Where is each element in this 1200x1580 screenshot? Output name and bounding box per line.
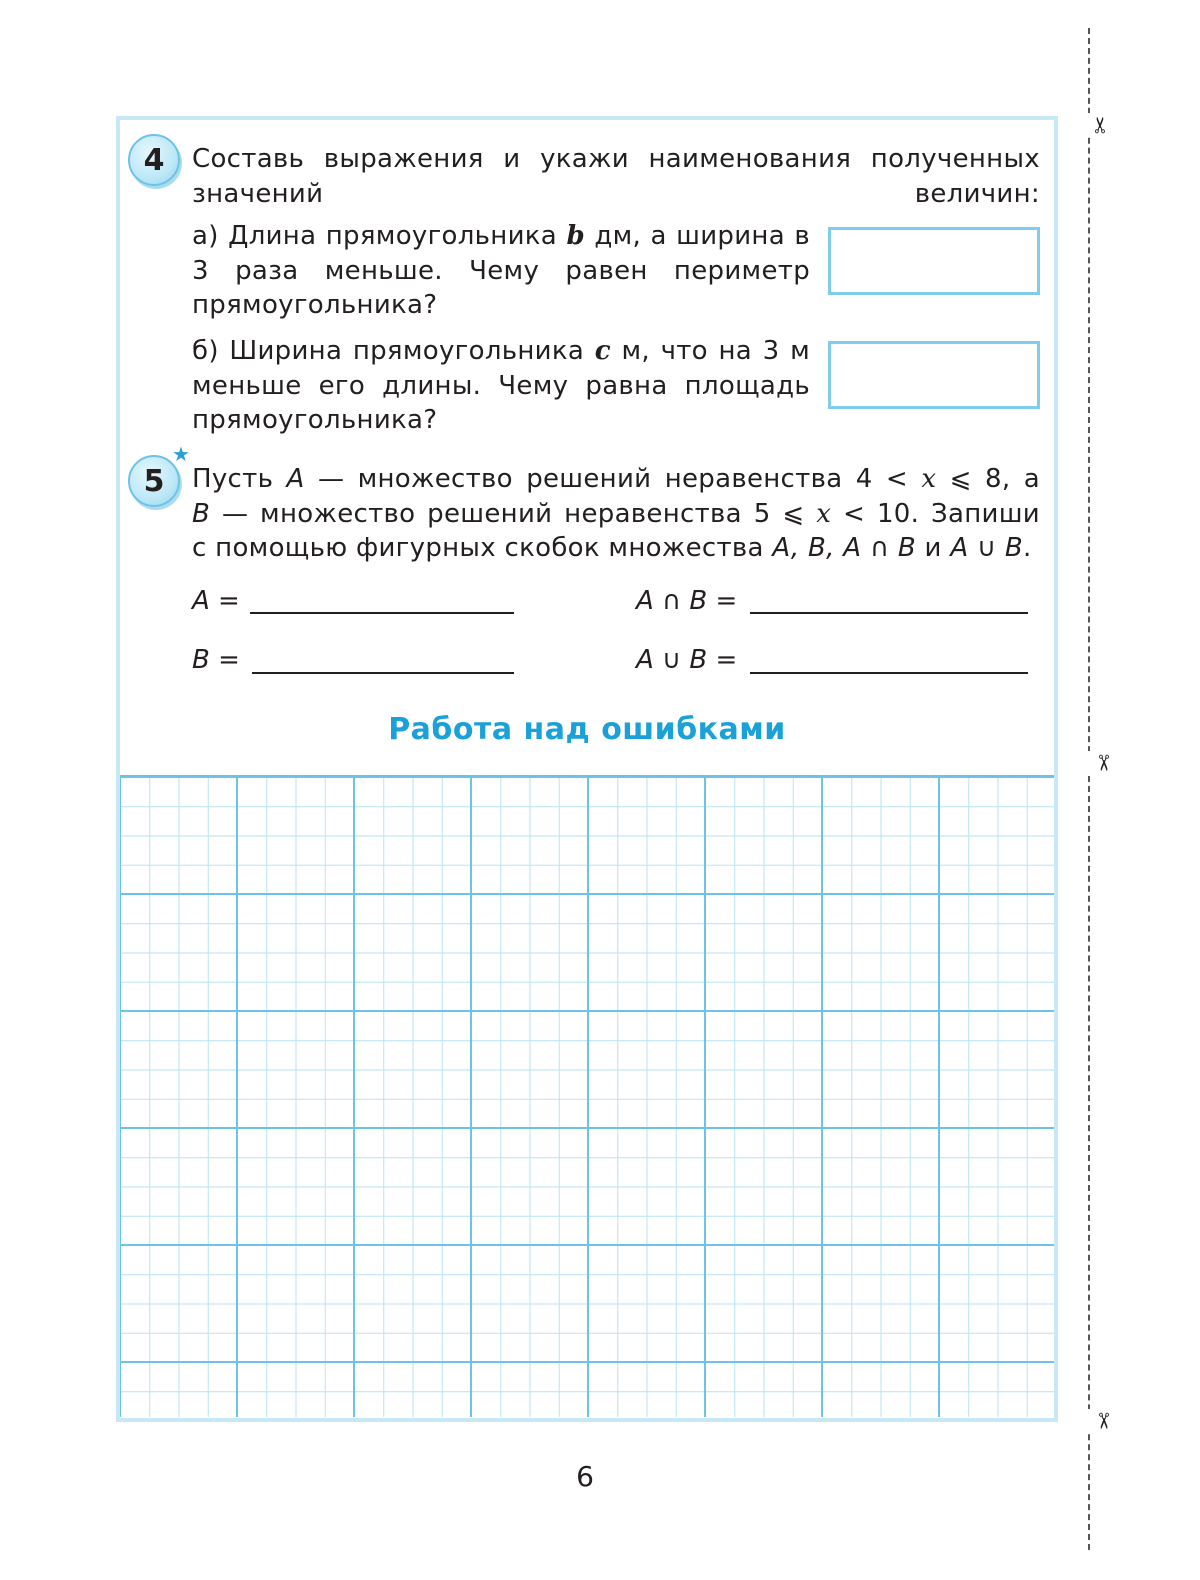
set-union-label: A ∪ B = [636,645,738,675]
task-5-text-part: — множество решений неравенства 4 < [304,464,922,494]
task-5-number-badge: 5 [128,455,180,507]
union-symbol-text: A ∪ B [950,533,1023,563]
task-5-text-part: ⩽ 8, а [936,464,1040,494]
set-intersection-label: A ∩ B = [636,586,738,616]
page-number: 6 [576,1460,594,1493]
task-5-line-3 [192,531,1040,566]
set-a-answer-line[interactable] [250,612,514,614]
set-union-answer-line[interactable] [750,672,1028,674]
variable-x: x [921,464,937,494]
task-4b-suffix: м, что на 3 м меньше его длины. Чему равна площадь прямоугольника? [192,336,810,435]
squared-grid-area[interactable] [120,775,1054,1417]
task-5-text [192,462,1040,566]
task-4a-suffix: дм, а ширина в 3 раза меньше. Чему равен периметр прямоугольника? [192,221,810,320]
task-4-intro: Составь выражения и укажи наименования полученных значений величин: [192,144,1040,209]
task-4b-variable: c [594,336,611,366]
set-b-answer-line[interactable] [252,672,514,674]
task-5-text-part: . [1023,533,1032,563]
star-icon: ★ [172,442,190,466]
task-4-number-badge: 4 [128,134,180,186]
task-5-text-part: и [915,533,951,563]
set-a-symbol: A [286,464,305,494]
task-5-line-2 [192,497,1040,532]
task-4a-answer-box[interactable] [828,227,1040,295]
set-b-label: B = [192,645,240,675]
task-5-text-part: < 10. Запиши [831,498,1041,529]
sets-list: A, B, A ∩ B [772,533,916,563]
errors-section-heading: Работа над ошибками [388,712,786,747]
cut-line [1088,28,1090,1550]
task-5-line-1 [192,462,1040,497]
task-4b-prefix: б) Ширина прямоугольника [192,336,595,366]
scissors-icon: ✂ [1087,113,1117,137]
set-a-label: A = [192,586,240,616]
scissors-icon: ✂ [1087,1409,1117,1433]
task-5-text-part: — множество решений неравенства 5 ⩽ [210,498,817,529]
task-5-text-part: с помощью фигурных скобок множества [192,533,773,563]
variable-x: x [816,498,832,529]
task-5-text-part: Пусть [192,464,287,494]
task-4b-answer-box[interactable] [828,341,1040,409]
set-intersection-answer-line[interactable] [750,612,1028,614]
set-b-symbol: B [192,498,211,529]
task-4a-text [192,219,810,323]
task-4b-text [192,334,810,438]
task-4a-prefix: а) Длина прямоугольника [192,221,567,251]
task-4a-variable: b [566,221,585,251]
scissors-icon: ✂ [1087,751,1117,775]
